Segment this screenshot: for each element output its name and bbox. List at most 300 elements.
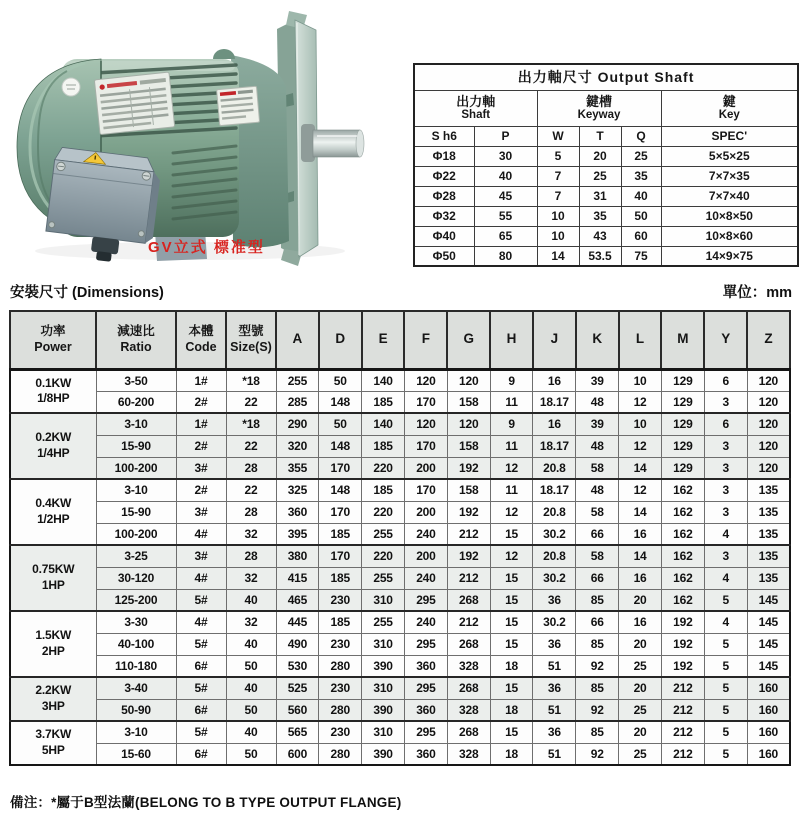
- dim-value-cell: 20.8: [533, 457, 576, 479]
- dim-value-cell: 36: [533, 633, 576, 655]
- gear-housing: [231, 55, 289, 247]
- ratio-cell: 15-60: [96, 743, 176, 765]
- dim-value-cell: 185: [319, 523, 362, 545]
- dim-value-cell: 360: [404, 743, 447, 765]
- dim-letter-header: E: [362, 311, 405, 369]
- dim-value-cell: 20: [619, 633, 662, 655]
- dim-letter-header: A: [276, 311, 319, 369]
- power-hp: 1/2HP: [37, 512, 70, 526]
- output-shaft-table: [413, 63, 799, 267]
- dim-value-cell: 3: [704, 435, 747, 457]
- dim-value-cell: 40: [226, 677, 276, 699]
- dim-header-en: Code: [185, 339, 217, 354]
- power-hp: 3HP: [41, 699, 65, 713]
- dim-value-cell: 58: [576, 457, 619, 479]
- dim-value-cell: 170: [319, 545, 362, 567]
- shaft-column-header: P: [474, 126, 537, 146]
- dim-value-cell: 120: [747, 457, 790, 479]
- dim-value-cell: 6: [704, 413, 747, 435]
- shaft-column-header: T: [579, 126, 621, 146]
- dim-value-cell: 4#: [176, 567, 226, 589]
- shaft-value-cell: 20: [579, 146, 621, 166]
- shaft-value-cell: 53.5: [579, 246, 621, 266]
- ratio-cell: 50-90: [96, 699, 176, 721]
- dim-value-cell: 14: [619, 457, 662, 479]
- dim-value-cell: 162: [661, 545, 704, 567]
- dim-value-cell: 28: [226, 545, 276, 567]
- dim-value-cell: 145: [747, 611, 790, 633]
- dim-value-cell: 220: [362, 545, 405, 567]
- dim-value-cell: 1#: [176, 369, 226, 391]
- section-labels: [10, 281, 792, 302]
- dim-value-cell: 10: [619, 413, 662, 435]
- dim-value-cell: 170: [404, 479, 447, 501]
- dim-value-cell: 160: [747, 677, 790, 699]
- dim-value-cell: 16: [619, 523, 662, 545]
- power-kw: 0.75KW: [32, 562, 75, 577]
- dim-value-cell: 22: [226, 435, 276, 457]
- dim-value-cell: 92: [576, 655, 619, 677]
- dim-value-cell: 230: [319, 721, 362, 743]
- shaft-value-cell: 50: [621, 206, 661, 226]
- dim-value-cell: 3: [704, 545, 747, 567]
- dim-value-cell: 162: [661, 567, 704, 589]
- dim-value-cell: 328: [447, 655, 490, 677]
- dim-value-cell: 48: [576, 391, 619, 413]
- dim-value-cell: 1#: [176, 413, 226, 435]
- dim-value-cell: 10: [619, 369, 662, 391]
- dim-letter-header: G: [447, 311, 490, 369]
- dim-value-cell: 50: [226, 699, 276, 721]
- dim-value-cell: 6#: [176, 743, 226, 765]
- dim-value-cell: 40: [226, 633, 276, 655]
- shaft-value-cell: 60: [621, 226, 661, 246]
- dim-value-cell: 310: [362, 677, 405, 699]
- shaft-value-cell: 5×5×25: [661, 146, 798, 166]
- dim-value-cell: 20: [619, 677, 662, 699]
- dim-value-cell: 5: [704, 677, 747, 699]
- dim-value-cell: 36: [533, 721, 576, 743]
- dimension-row: [10, 501, 790, 523]
- dim-value-cell: 192: [447, 545, 490, 567]
- dim-value-cell: 50: [226, 743, 276, 765]
- dim-value-cell: 192: [661, 633, 704, 655]
- dim-value-cell: 18.17: [533, 391, 576, 413]
- dim-value-cell: 12: [619, 479, 662, 501]
- dimension-row: [10, 545, 790, 567]
- dim-value-cell: 22: [226, 391, 276, 413]
- dim-value-cell: 230: [319, 633, 362, 655]
- dimension-row: [10, 567, 790, 589]
- power-hp: 1/8HP: [37, 391, 70, 406]
- dim-value-cell: 192: [447, 501, 490, 523]
- dim-value-cell: 285: [276, 391, 319, 413]
- dim-value-cell: 328: [447, 699, 490, 721]
- power-cell: [10, 369, 96, 413]
- output-shaft: [301, 124, 364, 162]
- dim-value-cell: 5#: [176, 721, 226, 743]
- dim-value-cell: 25: [619, 743, 662, 765]
- shaft-value-cell: 65: [474, 226, 537, 246]
- dim-value-cell: 360: [276, 501, 319, 523]
- dim-value-cell: 162: [661, 589, 704, 611]
- dim-value-cell: 200: [404, 457, 447, 479]
- dim-value-cell: 140: [362, 369, 405, 391]
- dim-value-cell: 148: [319, 391, 362, 413]
- dim-value-cell: 25: [619, 655, 662, 677]
- dim-value-cell: 15: [490, 567, 533, 589]
- dim-value-cell: 255: [362, 567, 405, 589]
- dim-column-header: [226, 311, 276, 369]
- dim-header-zh: 減速比: [117, 324, 155, 339]
- ratio-cell: 3-25: [96, 545, 176, 567]
- dim-value-cell: 48: [576, 435, 619, 457]
- power-kw: 0.1KW: [35, 375, 72, 390]
- dim-header-zh: 功率: [40, 324, 66, 339]
- dim-value-cell: 310: [362, 721, 405, 743]
- dimension-row: [10, 611, 790, 633]
- dim-column-header: [10, 311, 96, 369]
- dim-value-cell: 3: [704, 501, 747, 523]
- dim-value-cell: 92: [576, 743, 619, 765]
- ratio-cell: 3-50: [96, 369, 176, 391]
- dim-value-cell: 255: [362, 523, 405, 545]
- dim-value-cell: 51: [533, 699, 576, 721]
- dim-value-cell: 328: [447, 743, 490, 765]
- ratio-cell: 3-10: [96, 479, 176, 501]
- shaft-value-cell: 14×9×75: [661, 246, 798, 266]
- shaft-value-cell: 10×8×50: [661, 206, 798, 226]
- dim-value-cell: 135: [747, 545, 790, 567]
- dim-value-cell: 4: [704, 523, 747, 545]
- dim-value-cell: 16: [619, 611, 662, 633]
- keyway-group-zh: 鍵槽: [585, 93, 612, 109]
- dim-letter-header: H: [490, 311, 533, 369]
- dim-value-cell: 135: [747, 479, 790, 501]
- power-hp: 1HP: [41, 578, 65, 592]
- power-kw: 0.2KW: [35, 430, 72, 445]
- dim-value-cell: 66: [576, 523, 619, 545]
- dim-value-cell: 220: [362, 457, 405, 479]
- shaft-value-cell: 10×8×60: [661, 226, 798, 246]
- shaft-row: [414, 146, 798, 166]
- shaft-column-header: Q: [621, 126, 661, 146]
- footnote: 備注：*屬于B型法蘭(BELONG TO B TYPE OUTPUT FLANGE): [10, 795, 402, 810]
- dimension-row: [10, 391, 790, 413]
- dim-value-cell: 39: [576, 369, 619, 391]
- dim-value-cell: 15: [490, 633, 533, 655]
- dim-value-cell: 268: [447, 633, 490, 655]
- dim-value-cell: 85: [576, 633, 619, 655]
- dim-letter-header: F: [404, 311, 447, 369]
- dim-value-cell: 185: [362, 435, 405, 457]
- shaft-group-header: [414, 90, 537, 126]
- dim-value-cell: 2#: [176, 479, 226, 501]
- dim-value-cell: 185: [362, 391, 405, 413]
- ratio-cell: 3-40: [96, 677, 176, 699]
- dim-value-cell: 135: [747, 501, 790, 523]
- dimension-row: [10, 699, 790, 721]
- shaft-value-cell: 10: [537, 206, 579, 226]
- terminal-box: [46, 147, 163, 244]
- dim-value-cell: 3#: [176, 545, 226, 567]
- dim-value-cell: 560: [276, 699, 319, 721]
- shaft-diameter-cell: Φ32: [414, 206, 474, 226]
- dim-value-cell: 15: [490, 677, 533, 699]
- dim-value-cell: 390: [362, 655, 405, 677]
- dim-value-cell: 148: [319, 479, 362, 501]
- dim-value-cell: 16: [619, 567, 662, 589]
- dim-value-cell: 268: [447, 677, 490, 699]
- dim-value-cell: 15: [490, 611, 533, 633]
- dim-value-cell: 380: [276, 545, 319, 567]
- dimension-row: [10, 743, 790, 765]
- dim-value-cell: 20: [619, 721, 662, 743]
- dim-value-cell: 18: [490, 743, 533, 765]
- shaft-value-cell: 75: [621, 246, 661, 266]
- ratio-cell: 3-10: [96, 413, 176, 435]
- dim-letter-header: L: [619, 311, 662, 369]
- dimensions-label: 安裝尺寸 (Dimensions): [10, 285, 164, 301]
- dim-value-cell: 22: [226, 479, 276, 501]
- dim-value-cell: *18: [226, 369, 276, 391]
- shaft-value-cell: 30: [474, 146, 537, 166]
- shaft-diameter-cell: Φ40: [414, 226, 474, 246]
- dim-value-cell: 185: [319, 567, 362, 589]
- dim-value-cell: 145: [747, 655, 790, 677]
- output-shaft-table-body: [414, 146, 798, 266]
- dim-value-cell: 18: [490, 655, 533, 677]
- dim-value-cell: 310: [362, 633, 405, 655]
- shaft-row: [414, 186, 798, 206]
- dim-value-cell: 18.17: [533, 479, 576, 501]
- ratio-cell: 40-100: [96, 633, 176, 655]
- dim-value-cell: 39: [576, 413, 619, 435]
- dim-value-cell: 12: [490, 457, 533, 479]
- ratio-cell: 3-10: [96, 721, 176, 743]
- dim-value-cell: 220: [362, 501, 405, 523]
- shaft-value-cell: 80: [474, 246, 537, 266]
- dim-value-cell: 11: [490, 435, 533, 457]
- dim-header-zh: 型號: [238, 324, 264, 339]
- dimension-row: [10, 369, 790, 391]
- shaft-row: [414, 206, 798, 226]
- dim-value-cell: 212: [661, 743, 704, 765]
- dim-value-cell: 129: [661, 435, 704, 457]
- dim-value-cell: 120: [747, 391, 790, 413]
- dimension-row: [10, 589, 790, 611]
- dim-value-cell: 290: [276, 413, 319, 435]
- dim-value-cell: 5#: [176, 677, 226, 699]
- dim-value-cell: 185: [319, 611, 362, 633]
- dim-value-cell: 5#: [176, 633, 226, 655]
- shaft-diameter-cell: Φ50: [414, 246, 474, 266]
- dim-value-cell: 129: [661, 413, 704, 435]
- dim-letter-header: M: [661, 311, 704, 369]
- dim-value-cell: 14: [619, 501, 662, 523]
- dimension-row: [10, 523, 790, 545]
- dim-value-cell: 162: [661, 479, 704, 501]
- dim-value-cell: 192: [447, 457, 490, 479]
- dim-value-cell: 120: [447, 413, 490, 435]
- dim-value-cell: 16: [533, 369, 576, 391]
- dim-value-cell: 66: [576, 611, 619, 633]
- product-photo: [5, 3, 410, 271]
- dim-value-cell: 6#: [176, 699, 226, 721]
- gear-motor-illustration: [5, 3, 410, 271]
- dim-value-cell: 212: [661, 721, 704, 743]
- dim-value-cell: 36: [533, 589, 576, 611]
- dim-value-cell: 120: [747, 435, 790, 457]
- shaft-group-zh: 出力軸: [456, 93, 496, 109]
- dim-value-cell: 230: [319, 677, 362, 699]
- dim-value-cell: 390: [362, 743, 405, 765]
- ratio-cell: 125-200: [96, 589, 176, 611]
- dim-value-cell: 51: [533, 743, 576, 765]
- dim-value-cell: 20: [619, 589, 662, 611]
- dim-value-cell: 5#: [176, 589, 226, 611]
- dim-value-cell: 129: [661, 369, 704, 391]
- dim-value-cell: 32: [226, 567, 276, 589]
- dim-value-cell: 200: [404, 545, 447, 567]
- dim-value-cell: 320: [276, 435, 319, 457]
- shaft-value-cell: 43: [579, 226, 621, 246]
- round-sticker: [62, 78, 80, 96]
- dim-value-cell: 160: [747, 699, 790, 721]
- dim-value-cell: 50: [226, 655, 276, 677]
- dim-value-cell: 30.2: [533, 567, 576, 589]
- dim-value-cell: 36: [533, 677, 576, 699]
- dim-value-cell: 129: [661, 391, 704, 413]
- dim-header-en: Power: [34, 339, 72, 354]
- dim-value-cell: 12: [490, 501, 533, 523]
- dim-value-cell: 120: [747, 369, 790, 391]
- dim-letter-header: Y: [704, 311, 747, 369]
- dimension-row: [10, 655, 790, 677]
- shaft-value-cell: 55: [474, 206, 537, 226]
- key-group-header: [661, 90, 798, 126]
- dim-value-cell: 58: [576, 501, 619, 523]
- unit-label: 單位：mm: [722, 285, 792, 301]
- dim-value-cell: 5: [704, 633, 747, 655]
- dim-value-cell: 3: [704, 479, 747, 501]
- shaft-value-cell: 5: [537, 146, 579, 166]
- dim-letter-header: Z: [747, 311, 790, 369]
- dim-value-cell: 5: [704, 589, 747, 611]
- motor-nameplate: [94, 72, 174, 135]
- shaft-row: [414, 226, 798, 246]
- dim-value-cell: 12: [619, 435, 662, 457]
- dim-value-cell: 12: [490, 545, 533, 567]
- dim-value-cell: 212: [661, 677, 704, 699]
- shaft-title-row: [414, 64, 798, 90]
- dim-value-cell: 66: [576, 567, 619, 589]
- dim-value-cell: 9: [490, 369, 533, 391]
- dim-value-cell: 20.8: [533, 545, 576, 567]
- dim-value-cell: 50: [319, 413, 362, 435]
- shaft-row: [414, 246, 798, 266]
- dim-value-cell: 240: [404, 567, 447, 589]
- dim-value-cell: 20.8: [533, 501, 576, 523]
- dim-value-cell: 145: [747, 633, 790, 655]
- dim-value-cell: 465: [276, 589, 319, 611]
- dim-value-cell: 212: [447, 523, 490, 545]
- dim-value-cell: 4#: [176, 611, 226, 633]
- dim-value-cell: 40: [226, 589, 276, 611]
- dim-value-cell: 4#: [176, 523, 226, 545]
- dim-value-cell: 145: [747, 589, 790, 611]
- dim-value-cell: 3: [704, 457, 747, 479]
- dim-value-cell: 32: [226, 611, 276, 633]
- dim-value-cell: 255: [276, 369, 319, 391]
- dim-value-cell: 360: [404, 699, 447, 721]
- dim-value-cell: 5: [704, 699, 747, 721]
- dim-value-cell: 525: [276, 677, 319, 699]
- shaft-value-cell: 10: [537, 226, 579, 246]
- dimension-row: [10, 479, 790, 501]
- keyway-group-header: [537, 90, 661, 126]
- dim-letter-header: K: [576, 311, 619, 369]
- dim-value-cell: 120: [447, 369, 490, 391]
- dim-value-cell: 295: [404, 633, 447, 655]
- dim-value-cell: 2#: [176, 391, 226, 413]
- dim-value-cell: 192: [661, 655, 704, 677]
- dim-value-cell: 170: [404, 391, 447, 413]
- dim-value-cell: 280: [319, 655, 362, 677]
- dimensions-table: [9, 310, 791, 766]
- dim-value-cell: 85: [576, 677, 619, 699]
- dim-value-cell: 192: [661, 611, 704, 633]
- dim-value-cell: 32: [226, 523, 276, 545]
- dim-value-cell: 162: [661, 501, 704, 523]
- dim-letter-header: J: [533, 311, 576, 369]
- dimension-row: [10, 721, 790, 743]
- dim-header-zh: 本體: [188, 324, 214, 339]
- power-kw: 3.7KW: [35, 727, 72, 742]
- shaft-value-cell: 40: [474, 166, 537, 186]
- dim-value-cell: 6#: [176, 655, 226, 677]
- shaft-group-en: Shaft: [461, 108, 491, 121]
- power-cell: [10, 545, 96, 611]
- key-group-en: Key: [718, 108, 740, 121]
- dim-value-cell: 5: [704, 743, 747, 765]
- dim-value-cell: 5: [704, 655, 747, 677]
- dim-value-cell: 158: [447, 479, 490, 501]
- dimension-row: [10, 413, 790, 435]
- dim-value-cell: 135: [747, 567, 790, 589]
- dim-value-cell: 50: [319, 369, 362, 391]
- dim-value-cell: 170: [319, 457, 362, 479]
- power-cell: [10, 611, 96, 677]
- dim-value-cell: 415: [276, 567, 319, 589]
- ratio-cell: 100-200: [96, 523, 176, 545]
- ratio-cell: 15-90: [96, 435, 176, 457]
- dim-value-cell: 185: [362, 479, 405, 501]
- dim-value-cell: 135: [747, 523, 790, 545]
- ratio-cell: 15-90: [96, 501, 176, 523]
- dim-value-cell: 240: [404, 611, 447, 633]
- ratio-cell: 3-30: [96, 611, 176, 633]
- dimensions-table-body: [10, 369, 790, 765]
- dim-value-cell: 28: [226, 501, 276, 523]
- shaft-value-cell: 7×7×40: [661, 186, 798, 206]
- dim-value-cell: 40: [226, 721, 276, 743]
- dim-value-cell: 268: [447, 721, 490, 743]
- shaft-value-cell: 14: [537, 246, 579, 266]
- dim-value-cell: 170: [404, 435, 447, 457]
- dim-value-cell: 212: [447, 567, 490, 589]
- dim-value-cell: 120: [747, 413, 790, 435]
